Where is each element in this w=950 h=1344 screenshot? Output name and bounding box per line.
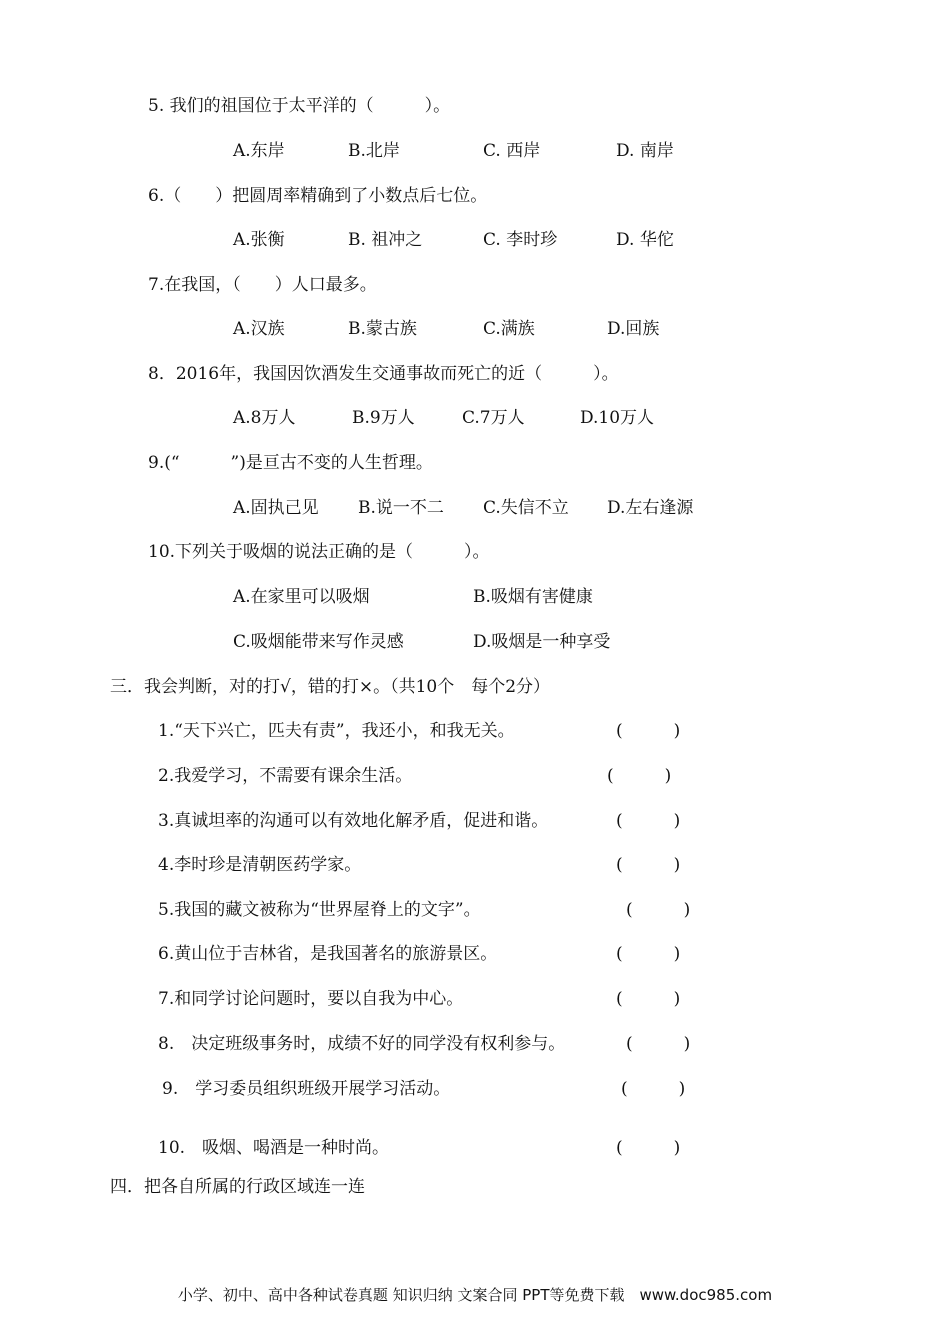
question-5-option-a: A.东岸	[233, 141, 285, 161]
question-8-stem: 8．2016年，我国因饮酒发生交通事故而死亡的近（ ）。	[148, 364, 619, 384]
question-9-option-c: C.失信不立	[483, 498, 569, 518]
judge-item-5: 5.我国的藏文被称为“世界屋脊上的文字”。	[158, 900, 481, 920]
question-5-stem: 5. 我们的祖国位于太平洋的（ ）。	[148, 96, 451, 116]
judge-item-2-paren: ( )	[607, 766, 672, 786]
question-5-option-b: B.北岸	[348, 141, 400, 161]
judge-item-9: 9. 学习委员组织班级开展学习活动。	[162, 1079, 451, 1099]
question-7-option-b: B.蒙古族	[348, 319, 417, 339]
question-8-option-c: C.7万人	[462, 408, 525, 428]
judge-item-4: 4.李时珍是清朝医药学家。	[158, 855, 362, 875]
judge-item-10: 10. 吸烟、喝酒是一种时尚。	[158, 1138, 390, 1158]
question-7-option-a: A.汉族	[233, 319, 285, 339]
judge-item-1-paren: ( )	[616, 721, 681, 741]
judge-item-2: 2.我爱学习，不需要有课余生活。	[158, 766, 413, 786]
judge-item-4-paren: ( )	[616, 855, 681, 875]
question-10-option-d: D.吸烟是一种享受	[473, 632, 611, 652]
judge-item-10-paren: ( )	[616, 1138, 681, 1158]
judge-item-8: 8. 决定班级事务时，成绩不好的同学没有权利参与。	[158, 1034, 566, 1054]
question-6-option-b: B. 祖冲之	[348, 230, 423, 250]
judge-item-3: 3.真诚坦率的沟通可以有效地化解矛盾，促进和谐。	[158, 811, 549, 831]
question-7-option-c: C.满族	[483, 319, 535, 339]
judge-item-5-paren: ( )	[626, 900, 691, 920]
question-10-option-a: A.在家里可以吸烟	[233, 587, 370, 607]
question-9-option-b: B.说一不二	[358, 498, 444, 518]
question-8-option-a: A.8万人	[233, 408, 296, 428]
judge-item-8-paren: ( )	[626, 1034, 691, 1054]
question-5-option-d: D. 南岸	[616, 141, 674, 161]
question-6-stem: 6.（ ）把圆周率精确到了小数点后七位。	[148, 186, 488, 206]
judge-item-7-paren: ( )	[616, 989, 681, 1009]
question-6-option-d: D. 华佗	[616, 230, 674, 250]
question-8-option-b: B.9万人	[352, 408, 415, 428]
judge-item-7: 7.和同学讨论问题时，要以自我为中心。	[158, 989, 464, 1009]
question-9-option-d: D.左右逢源	[607, 498, 694, 518]
question-7-stem: 7.在我国，（ ）人口最多。	[148, 275, 377, 295]
question-8-option-d: D.10万人	[580, 408, 655, 428]
question-6-option-a: A.张衡	[233, 230, 285, 250]
section-4-title: 四．把各自所属的行政区域连一连	[110, 1177, 365, 1197]
judge-item-1: 1.“天下兴亡，匹夫有责”，我还小，和我无关。	[158, 721, 515, 741]
question-10-option-b: B.吸烟有害健康	[473, 587, 593, 607]
judge-item-9-paren: ( )	[621, 1079, 686, 1099]
question-10-stem: 10.下列关于吸烟的说法正确的是（ ）。	[148, 542, 490, 562]
question-9-stem: 9.(“ ”)是亘古不变的人生哲理。	[148, 453, 433, 473]
question-6-option-c: C. 李时珍	[483, 230, 558, 250]
judge-item-3-paren: ( )	[616, 811, 681, 831]
judge-item-6-paren: ( )	[616, 944, 681, 964]
question-7-option-d: D.回族	[607, 319, 660, 339]
footer-banner: 小学、初中、高中各种试卷真题 知识归纳 文案合同 PPT等免费下载 www.doc985.com	[177, 1286, 773, 1304]
question-9-option-a: A.固执己见	[233, 498, 319, 518]
question-5-option-c: C. 西岸	[483, 141, 541, 161]
section-3-title: 三．我会判断，对的打√，错的打×。（共10个 每个2分）	[110, 677, 551, 697]
judge-item-6: 6.黄山位于吉林省，是我国著名的旅游景区。	[158, 944, 498, 964]
question-10-option-c: C.吸烟能带来写作灵感	[233, 632, 404, 652]
